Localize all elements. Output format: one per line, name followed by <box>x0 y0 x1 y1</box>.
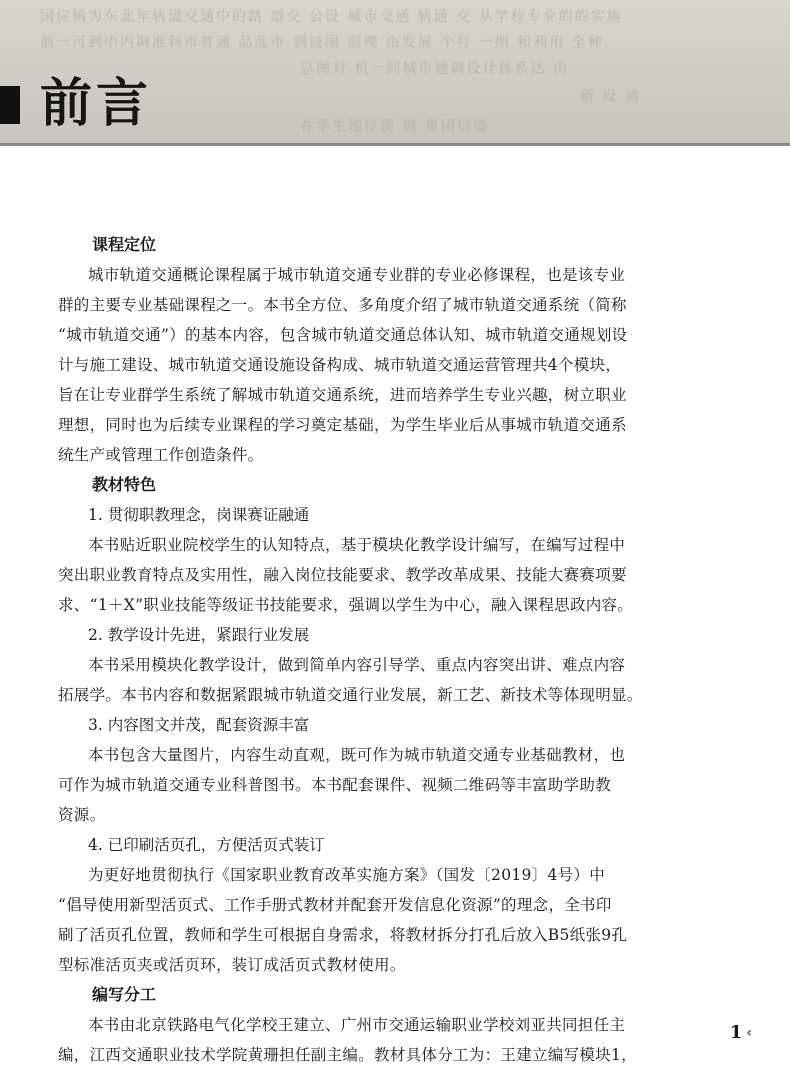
text-line: 本书由北京铁路电气化学校王建立、广州市交通运输职业学校刘亚共同担任主 <box>88 1016 626 1034</box>
page-title: 前言 <box>40 74 153 134</box>
text-line: 突出职业教育特点及实用性，融入岗位技能要求、教学改革成果、技能大赛赛项要 <box>58 566 627 584</box>
text-line: 统生产或管理工作创造条件。 <box>58 446 264 464</box>
ghost-text-line: 总图对 机一同城市通调设计体系达 由 <box>300 61 569 77</box>
paragraph-authorship <box>58 1010 722 1070</box>
page-number <box>730 1022 752 1043</box>
text-line: 群的主要专业基础课程之一。本书全方位、多角度介绍了城市轨道交通系统（简称 <box>58 296 627 314</box>
section-heading-textbook-features: 教材特色 <box>92 475 157 494</box>
paragraph-feature-4 <box>58 860 722 980</box>
text-line: 可作为城市轨道交通专业科普图书。本书配套课件、视频二维码等丰富助学助教 <box>58 776 612 794</box>
text-line: 编，江西交通职业技术学院黄珊担任副主编。教材具体分工为：王建立编写模块1， <box>58 1046 637 1064</box>
paragraph-feature-3 <box>58 740 722 830</box>
text-line: 求、“1＋X”职业技能等级证书技能要求，强调以学生为中心，融入课程思政内容。 <box>58 596 634 614</box>
paragraph-course-positioning <box>58 260 722 470</box>
text-line: 本书贴近职业院校学生的认知特点，基于模块化教学设计编写，在编写过程中 <box>88 536 626 554</box>
ghost-text-line: 新 设 通 <box>580 89 641 105</box>
text-line: 旨在让专业群学生系统了解城市轨道交通系统，进而培养学生专业兴趣，树立职业 <box>58 386 627 404</box>
text-line: “倡导使用新型活页式、工作手册式教材并配套开发信息化资源”的理念，全书印 <box>58 896 612 914</box>
text-line: “城市轨道交通”）的基本内容，包含城市轨道交通总体认知、城市轨道交通规划设 <box>58 326 628 344</box>
text-line: 城市轨道交通概论课程属于城市轨道交通专业群的专业必修课程，也是该专业 <box>88 266 626 284</box>
main-content <box>58 230 714 1070</box>
feature-heading-1: 1. 贯彻职教理念，岗课赛证融通 <box>88 506 310 524</box>
ghost-text-line: 前一可到中内调准科市普通 品乱市 到设国 原理 由发展 个号 一期 和利用 全种 <box>40 35 604 51</box>
ghost-text-line: 国应镇为东北年轨道交通中的路 道交 公设 城市交通 轨通 交 从学校专业的的实施 <box>40 9 623 25</box>
text-line: 型标准活页夹或活页环，装订成活页式教材使用。 <box>58 956 406 974</box>
feature-heading-2: 2. 教学设计先进，紧跟行业发展 <box>88 626 310 644</box>
section-heading-authorship: 编写分工 <box>92 985 157 1004</box>
text-line: 本书采用模块化教学设计，做到简单内容引导学、重点内容突出讲、难点内容 <box>88 656 626 674</box>
feature-heading-4: 4. 已印刷活页孔，方便活页式装订 <box>88 836 325 854</box>
paragraph-feature-2 <box>58 650 722 710</box>
text-line: 刷了活页孔位置，教师和学生可根据自身需求，将教材拆分打孔后放入B5纸张9孔 <box>58 926 628 944</box>
header-marker <box>0 86 20 124</box>
text-line: 计与施工建设、城市轨道交通设施设备构成、城市轨道交通运营管理共4个模块， <box>58 356 622 374</box>
text-line: 本书包含大量图片，内容生动直观，既可作为城市轨道交通专业基础教材，也 <box>88 746 626 764</box>
page-number-value: 1 <box>729 1022 743 1043</box>
ghost-text-line: 在学生地位现 调 集团信道 <box>300 119 489 135</box>
section-heading-course-positioning: 课程定位 <box>92 235 157 254</box>
text-line: 拓展学。本书内容和数据紧跟城市轨道交通行业发展，新工艺、新技术等体现明显。 <box>58 686 643 704</box>
text-line: 理想，同时也为后续专业课程的学习奠定基础，为学生毕业后从事城市轨道交通系 <box>58 416 627 434</box>
text-line: 为更好地贯彻执行《国家职业教育改革实施方案》（国发〔2019〕4号）中 <box>88 866 606 884</box>
page-marker-icon: ‹ <box>746 1024 752 1041</box>
header-band <box>0 0 790 146</box>
text-line: 资源。 <box>58 806 106 824</box>
feature-heading-3: 3. 内容图文并茂，配套资源丰富 <box>88 716 310 734</box>
paragraph-feature-1 <box>58 530 722 620</box>
